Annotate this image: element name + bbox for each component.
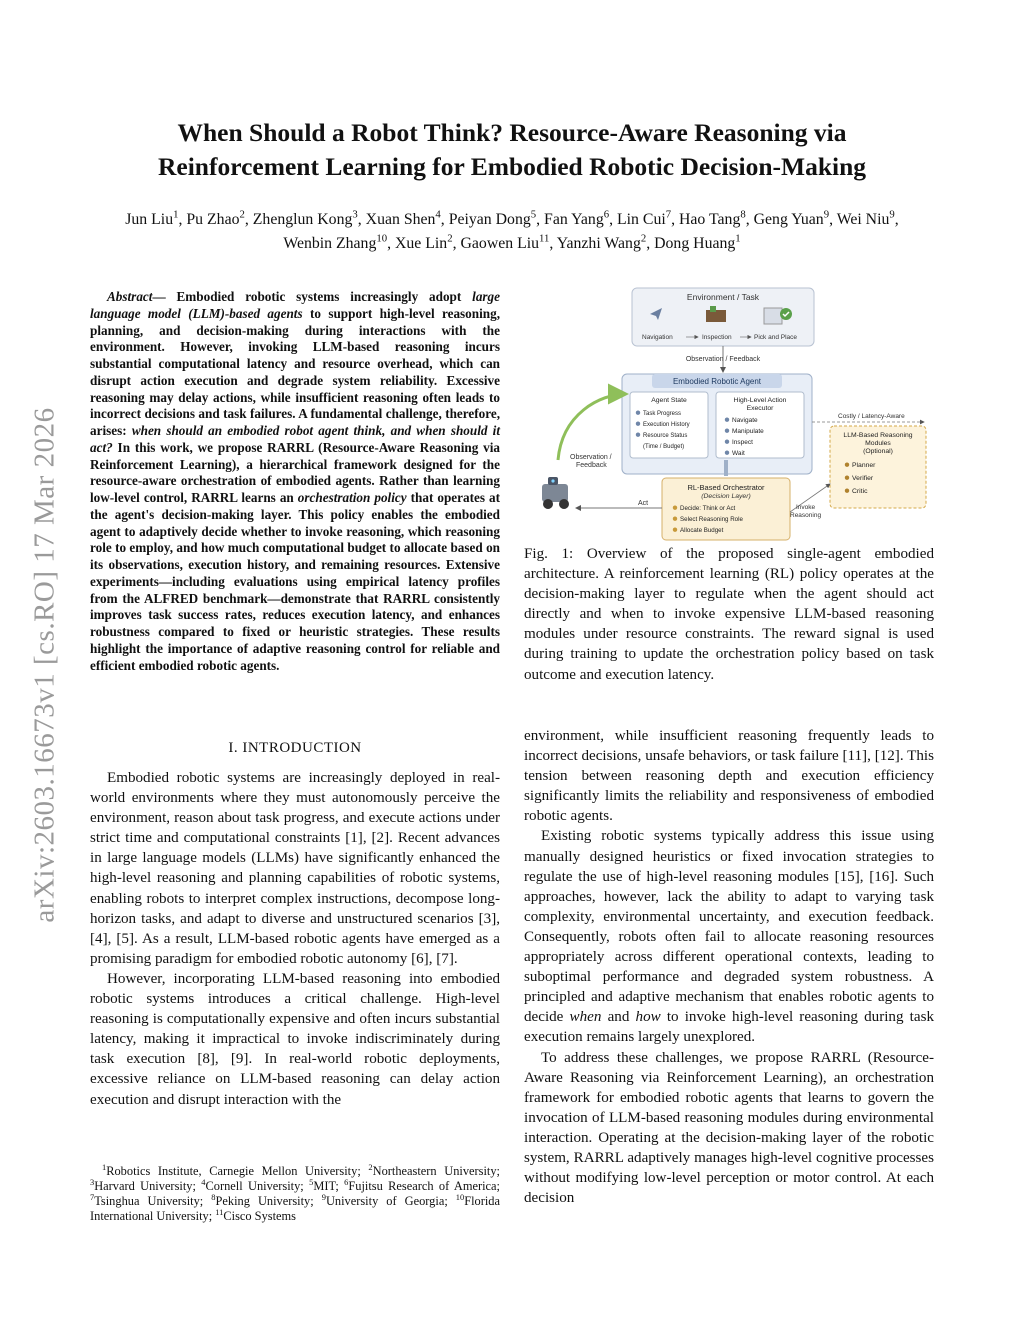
footnote-affiliation-number: 8 <box>211 1191 216 1202</box>
col2-p2-text-b: to invoke high-level reasoning during task execution remains largely unexplored. <box>524 1009 934 1046</box>
pick-place-icon <box>764 308 782 324</box>
author-name: Zhenglun Kong <box>252 211 353 228</box>
footnote-affiliation-number: 7 <box>90 1191 95 1202</box>
arxiv-id: arXiv:2603.16673v1 [cs.RO] 17 Mar 2026 <box>28 407 61 923</box>
author-name: Yanzhi Wang <box>556 235 641 252</box>
agent-state-item: Execution History <box>643 422 690 428</box>
llm-title-2: Modules <box>865 440 891 447</box>
environment-title: Environment / Task <box>686 292 760 302</box>
author-affiliation: 5 <box>530 208 537 221</box>
obs-feedback-left-2: Feedback <box>576 462 607 469</box>
executor-item-icon <box>725 418 729 422</box>
env-inspection: Inspection <box>702 334 732 341</box>
footnote-affiliation-number: 11 <box>215 1206 224 1217</box>
author-name: Wenbin Zhang <box>283 235 377 252</box>
author-affiliation: 4 <box>435 208 441 221</box>
env-navigation: Navigation <box>642 334 673 341</box>
orchestrator-item-icon <box>673 517 677 521</box>
author-name: Hao Tang <box>679 211 741 228</box>
llm-module-item-icon <box>845 463 849 467</box>
col2-paragraph-1: environment, while insufficient reasoning frequently leads to incorrect decisions, unsafe behaviors, or task failure [11], [12]. This tension between reasoning depth and execution efficiency significantly limits the reliability and responsiveness of embodied robotic agents. <box>524 728 934 825</box>
arxiv-watermark <box>20 365 70 965</box>
title-line-1: When Should a Robot Think? Resource-Aware Reasoning via <box>177 118 847 147</box>
footnote-affiliation-number: 3 <box>90 1176 95 1187</box>
footnote-affiliation: Tsinghua University; <box>94 1194 212 1208</box>
executor-item-icon <box>725 451 729 455</box>
author-affiliation: 9 <box>889 208 895 221</box>
orchestrator-subtitle: (Decision Layer) <box>701 493 751 500</box>
obs-feedback-top: Observation / Feedback <box>685 356 761 363</box>
footnote-affiliation: University of Georgia; <box>325 1194 456 1208</box>
author-affiliation: 6 <box>603 208 610 221</box>
author-affiliation: 2 <box>239 208 245 221</box>
executor-item: Wait <box>732 450 745 457</box>
invoke-label-1: Invoke <box>796 504 816 511</box>
executor-item: Inspect <box>732 439 753 446</box>
author-affiliation: 8 <box>740 208 746 221</box>
orchestrator-item: Allocate Budget <box>680 527 724 534</box>
paper-title <box>80 116 944 184</box>
footnote-affiliation-number: 4 <box>201 1176 206 1187</box>
footnote-affiliation: Fujitsu Research of America; <box>348 1179 500 1193</box>
abstract-text-4: that operates at the agent's decision-making layer. This policy enables the embodied agent to adaptively decide whether to invoke reasoning, which reasoning role to employ, and how much computational budget to allocate based on its observations, execution history, and remaining resources. Extensive experiments—including evaluations using empirical latency profiles from the ALFRED benchmark—demonstrate that RARRL consistently improves task success rates, reduces execution latency, and enhances robustness compared to fixed or heuristic strategies. These results highlight the importance of adaptive reasoning control for reliable and efficient embodied robotic agents. <box>90 490 500 673</box>
footnote-affiliation: Peking University; <box>215 1194 322 1208</box>
col2-p2-text-a: Existing robotic systems typically address this issue using manually designed heuristics or fixed invocation strategies to regulate the use of high-level reasoning modules [15], [16]. Such approaches, however, lack the ability to adapt to varying task complexity, environmental uncertainty, and execution feedback. Consequently, robots often fail to allocate reasoning resources appropriately across different operational contexts, leading to suboptimal performance and degraded system robustness. A principled and adaptive mechanism that enables robotic agents to decide <box>524 828 934 1026</box>
author-name: Peiyan Dong <box>448 211 531 228</box>
orchestrator-title: RL-Based Orchestrator <box>687 483 765 492</box>
author-name: Geng Yuan <box>753 211 824 228</box>
executor-title-1: High-Level Action <box>733 397 787 404</box>
footnote-affiliation: MIT; <box>313 1179 345 1193</box>
affiliations-footnote <box>90 1161 500 1224</box>
act-label: Act <box>638 500 649 507</box>
footnote-affiliation-number: 2 <box>368 1161 373 1172</box>
left-column-body <box>90 768 500 1110</box>
costly-label: Costly / Latency-Aware <box>838 413 905 420</box>
footnote-affiliation: Harvard University; <box>94 1179 202 1193</box>
executor-item: Navigate <box>732 417 758 424</box>
author-name: Gaowen Liu <box>460 235 540 252</box>
orchestrator-item-icon <box>673 528 677 532</box>
orchestrator-item-icon <box>673 506 677 510</box>
feedback-curve-arrow <box>558 394 626 460</box>
llm-module-item-icon <box>845 489 849 493</box>
footnote-text <box>90 1161 500 1224</box>
footnote-affiliation-number: 1 <box>102 1161 107 1172</box>
orchestrator-item: Decide: Think or Act <box>680 505 736 512</box>
author-affiliation: 7 <box>665 208 672 221</box>
author-affiliation: 1 <box>735 232 741 245</box>
intro-paragraph-2: However, incorporating LLM-based reasoning into embodied robotic systems introduces a critical challenge. High-level reasoning is computationally expensive and often incurs substantial latency, making it impractical to invoke indiscriminately during task execution [8], [9]. In real-world robotic deployments, excessive reliance on LLM-based reasoning can delay action execution and disrupt interaction with the <box>90 970 500 1108</box>
author-affiliation: 3 <box>352 208 358 221</box>
author-name: Wei Niu <box>836 211 890 228</box>
footnote-affiliation-number: 5 <box>309 1176 314 1187</box>
intro-paragraph-1: Embodied robotic systems are increasingly deployed in real-world environments where they must autonomously perceive the environment, reason about task progress, and execute actions under strict time and computational constraints [1], [2]. Recent advances in large language models (LLMs) have significantly enhanced the high-level reasoning and planning capabilities of robotic systems, enabling robots to interpret complex instructions, decompose long-horizon tasks, and adapt to diverse and unstructured scenarios [3], [4], [5]. As a result, LLM-based robotic agents have emerged as a promising paradigm for embodied robotic autonomy [6], [7]. <box>90 770 500 967</box>
executor-item-icon <box>725 440 729 444</box>
llm-module-item: Critic <box>852 488 868 495</box>
col2-p2-when: when <box>569 1009 602 1026</box>
abstract-text-2: to support high-level reasoning, planning, and decision-making during interactions with the environment. However, invoking LLM-based reasoning incurs substantial computational latency and resource overhead, which can disrupt action execution and degrade system reliability. Excessive reasoning may delay actions, while insufficient reasoning often leads to incorrect decisions and task failures. A fundamental challenge, therefore, arises: <box>90 305 500 438</box>
footnote-affiliation-number: 10 <box>455 1191 465 1202</box>
footnote-affiliation: Robotics Institute, Carnegie Mellon University; <box>106 1164 369 1178</box>
agent-state-item-icon <box>636 422 640 426</box>
invoke-label-2: Reasoning <box>790 512 822 519</box>
llm-title-3: (Optional) <box>863 448 893 455</box>
llm-title-1: LLM-Based Reasoning <box>843 432 913 439</box>
author-name: Jun Liu <box>125 211 174 228</box>
footnote-affiliation-number: 6 <box>344 1176 349 1187</box>
footnote-affiliation: Florida International University; <box>90 1194 500 1223</box>
abstract-emph-3: orchestration policy <box>297 490 407 505</box>
section-heading-introduction: I. INTRODUCTION <box>228 740 362 756</box>
author-affiliation: 11 <box>539 232 550 245</box>
author-name: Xue Lin <box>395 235 448 252</box>
obs-feedback-left-1: Observation / <box>570 454 612 461</box>
robot-icon <box>542 477 569 509</box>
footnote-affiliation: Cisco Systems <box>223 1209 296 1223</box>
abstract-emph-1: large language model (LLM)-based agents <box>90 289 500 321</box>
author-affiliation: 2 <box>640 232 647 245</box>
agent-state-title: Agent State <box>651 397 687 404</box>
author-name: Fan Yang <box>544 211 604 228</box>
abstract-text-1: Embodied robotic systems increasingly adopt <box>165 289 473 304</box>
author-name: Lin Cui <box>617 211 666 228</box>
orchestrator-item: Select Reasoning Role <box>680 516 743 523</box>
executor-item: Manipulate <box>732 428 764 435</box>
author-affiliation: 1 <box>173 208 179 221</box>
agent-state-item: Resource Status <box>643 433 688 439</box>
footnote-affiliation-number: 9 <box>321 1191 326 1202</box>
agent-title: Embodied Robotic Agent <box>672 377 762 386</box>
agent-state-item-icon <box>636 433 640 437</box>
author-name: Dong Huang <box>654 235 736 252</box>
abstract-label: Abstract <box>107 289 153 304</box>
right-column-body <box>524 726 934 1208</box>
env-pick-place: Pick and Place <box>754 334 797 341</box>
llm-module-item: Verifier <box>852 475 874 482</box>
footnote-affiliation: Cornell University; <box>205 1179 310 1193</box>
author-list: Jun Liu$^1$, Pu Zhao$^2$, Zhenglun Kong$^3$, Xuan Shen$^4$, Peiyan Dong$^5$, Fan Yang$^6$, Lin Cui$^7$, Hao Tang$^8$, Geng Yuan$^9$, Wei Niu$^9$, Wenbin Zhang$^{10}$, Xue Lin$^2$, Gaowen Liu$^{11}$, Yanzhi Wang$^2$, Dong Huang$^1$ <box>125 208 899 252</box>
author-name: Pu Zhao <box>186 211 240 228</box>
abstract <box>90 289 500 674</box>
llm-module-item-icon <box>845 476 849 480</box>
col2-p2-and: and <box>601 1009 636 1026</box>
executor-title-2: Executor <box>746 405 774 412</box>
abstract-dash: — <box>152 289 166 304</box>
title-line-2: Reinforcement Learning for Embodied Robotic Decision-Making <box>157 152 867 181</box>
figure-1-diagram <box>540 284 930 546</box>
executor-item-icon <box>725 429 729 433</box>
agent-state-item-icon <box>636 411 640 415</box>
col2-paragraph-2 <box>524 826 934 1047</box>
author-affiliation: 9 <box>823 208 830 221</box>
footnote-affiliation: Northeastern University; <box>372 1164 500 1178</box>
llm-module-item: Planner <box>852 462 876 469</box>
agent-state-item: (Time / Budget) <box>643 444 685 450</box>
abstract-text-3: In this work, we propose RARRL (Resource-Aware Reasoning via Reinforcement Learning), a hierarchical framework designed for the resource-aware orchestration of embodied agents. Rather than learning low-level control, RARRL learns an <box>90 439 500 505</box>
author-affiliation: 2 <box>447 232 453 245</box>
abstract-emph-2: when should an embodied robot agent think, and when should it act? <box>90 423 500 455</box>
author-name: Xuan Shen <box>365 211 436 228</box>
col2-p2-how: how <box>635 1009 661 1026</box>
author-affiliation: 10 <box>376 232 388 245</box>
agent-state-item: Task Progress <box>643 411 682 417</box>
figure-1-caption: Fig. 1: Overview of the proposed single-agent embodied architecture. A reinforcement learning (RL) policy operates at the decision-making layer to regulate when the agent should act directly and when to invoke expensive LLM-based reasoning modules under resource constraints. The reward signal is used during training to update the orchestration policy based on task outcome and execution latency. <box>524 546 934 683</box>
col2-paragraph-3: To address these challenges, we propose RARRL (Resource-Aware Reasoning via Reinforcement Learning), an orchestration framework for embodied robotic agents that learns to govern the invocation of LLM-based reasoning modules during environmental interaction. Operating at the decision-making layer of the robotic system, RARRL adaptively manages high-level cognitive processes without modifying low-level perception or motor control. At each decision <box>524 1049 934 1207</box>
